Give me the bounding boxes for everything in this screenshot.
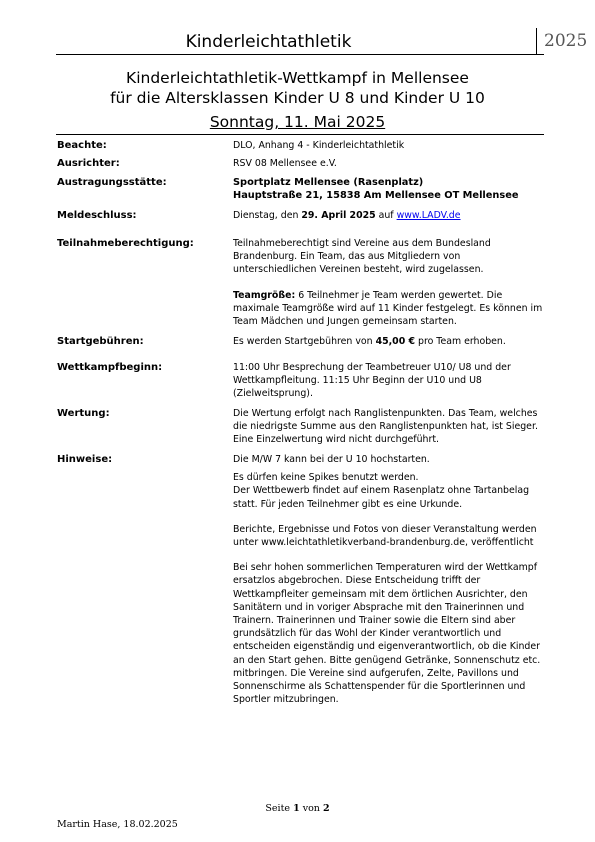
meldeschluss-prefix: Dienstag, den — [233, 210, 302, 221]
meldeschluss-date: 29. April 2025 — [301, 210, 376, 221]
page-prefix: Seite — [265, 803, 294, 814]
venue-address: Hauptstraße 21, 15838 Am Mellensee OT Mellensee — [233, 190, 519, 202]
value-beachte: DLO, Anhang 4 - Kinderleichtathletik — [233, 140, 405, 151]
page-number — [0, 803, 595, 814]
title-rule — [56, 134, 544, 135]
startgebuehren-amount: 45,00 € — [375, 336, 416, 347]
hinweis-2: Es dürfen keine Spikes benutzt werden. — [233, 472, 419, 484]
value-startgebuehren — [233, 335, 545, 348]
value-wertung: Die Wertung erfolgt nach Ranglistenpunkten. Das Team, welches die niedrigste Summe aus den Ranglistenpunkten hat, ist Sieger. Eine Einzelwertung wird nicht durchgeführt. — [233, 408, 538, 446]
teamgroesse-paragraph — [233, 289, 545, 329]
value-hinweise — [233, 453, 545, 706]
page-total: 2 — [322, 803, 330, 814]
ladv-link[interactable]: www.LADV.de — [396, 210, 461, 221]
teamgroesse-label: Teamgröße: — [233, 289, 296, 301]
startgebuehren-suffix: pro Team erhoben. — [415, 336, 506, 347]
page-current: 1 — [293, 803, 300, 814]
hinweis-3: Der Wettbewerb findet auf einem Rasenplatz ohne Tartanbelag statt. Für jeden Teilnehmer gibt es eine Urkunde. — [233, 485, 530, 510]
startgebuehren-prefix: Es werden Startgebühren von — [233, 336, 376, 347]
hinweis-4: Berichte, Ergebnisse und Fotos von dieser Veranstaltung werden unter www.leichtathletikverband-brandenburg.de, veröffentlicht — [233, 523, 537, 549]
meldeschluss-middle: auf — [375, 210, 397, 221]
footer-author: Martin Hase, 18.02.2025 — [57, 819, 178, 830]
label-wertung: Wertung: — [57, 408, 110, 419]
value-austragungsstaette — [233, 176, 545, 202]
label-ausrichter: Ausrichter: — [57, 158, 120, 169]
document-title-line1: Kinderleichtathletik-Wettkampf in Mellensee — [126, 69, 469, 87]
teilnahme-text: Teilnahmeberechtigt sind Vereine aus dem Bundesland Brandenburg. Ein Team, das aus Mitgliedern von unterschiedlichen Vereinen besteht, wird zugelassen. — [233, 238, 491, 276]
value-ausrichter: RSV 08 Mellensee e.V. — [233, 158, 337, 169]
header-year: 2025 — [544, 31, 588, 51]
page-mid: von — [299, 803, 323, 814]
value-teilnahme — [233, 237, 545, 328]
label-meldeschluss: Meldeschluss: — [57, 210, 137, 221]
value-wettkampfbeginn: 11:00 Uhr Besprechung der Teambetreuer U10/ U8 und der Wettkampfleitung. 11:15 Uhr Beginn der U10 und U8 (Zielweitsprung). — [233, 362, 511, 400]
hinweis-1: Die M/W 7 kann bei der U 10 hochstarten. — [233, 454, 430, 465]
label-hinweise: Hinweise: — [57, 454, 113, 465]
label-startgebuehren: Startgebühren: — [57, 336, 144, 347]
label-teilnahme: Teilnahmeberechtigung: — [57, 238, 194, 249]
page-header — [56, 28, 588, 55]
value-meldeschluss — [233, 209, 545, 222]
document-title-line2: für die Altersklassen Kinder U 8 und Kinder U 10 — [110, 89, 485, 107]
label-wettkampfbeginn: Wettkampfbeginn: — [57, 362, 163, 373]
venue-name: Sportplatz Mellensee (Rasenplatz) — [233, 177, 424, 188]
hinweis-5: Bei sehr hohen sommerlichen Temperaturen wird der Wettkampf ersatzlos abgebrochen. Diese Entscheidung trifft der Wettkampfleiter gemeinsam mit dem örtlichen Ausrichter, den Sanitätern und in voriger Absprache mit den Trainerinnen und Trainern. Trainerinnen und Trainer sowie die Eltern sind aber grundsätzlich für das Wohl der Kinder verantwortlich und entscheiden eigenständig und eigenverantwortlich, ob die Kinder an den Start gehen. Bitte genügend Getränke, Sonnenschutz etc. mitbringen. Die Vereine sind aufgerufen, Zelte, Pavillons und Sonnenschirme als Schattenspender für die Sportlerinnen und Sportler mitzubringen. — [233, 562, 541, 706]
label-beachte: Beachte: — [57, 140, 107, 151]
label-austragungsstaette: Austragungsstätte: — [57, 177, 167, 188]
header-title: Kinderleichtathletik — [185, 32, 352, 52]
event-date: Sonntag, 11. Mai 2025 — [209, 113, 386, 131]
teamgroesse-text: 6 Teilnehmer je Team werden gewertet. Die maximale Teamgröße wird auf 11 Kinder festgelegt. Es können im Team Mädchen und Jungen gemeinsam starten. — [233, 289, 543, 328]
header-divider — [536, 28, 537, 54]
